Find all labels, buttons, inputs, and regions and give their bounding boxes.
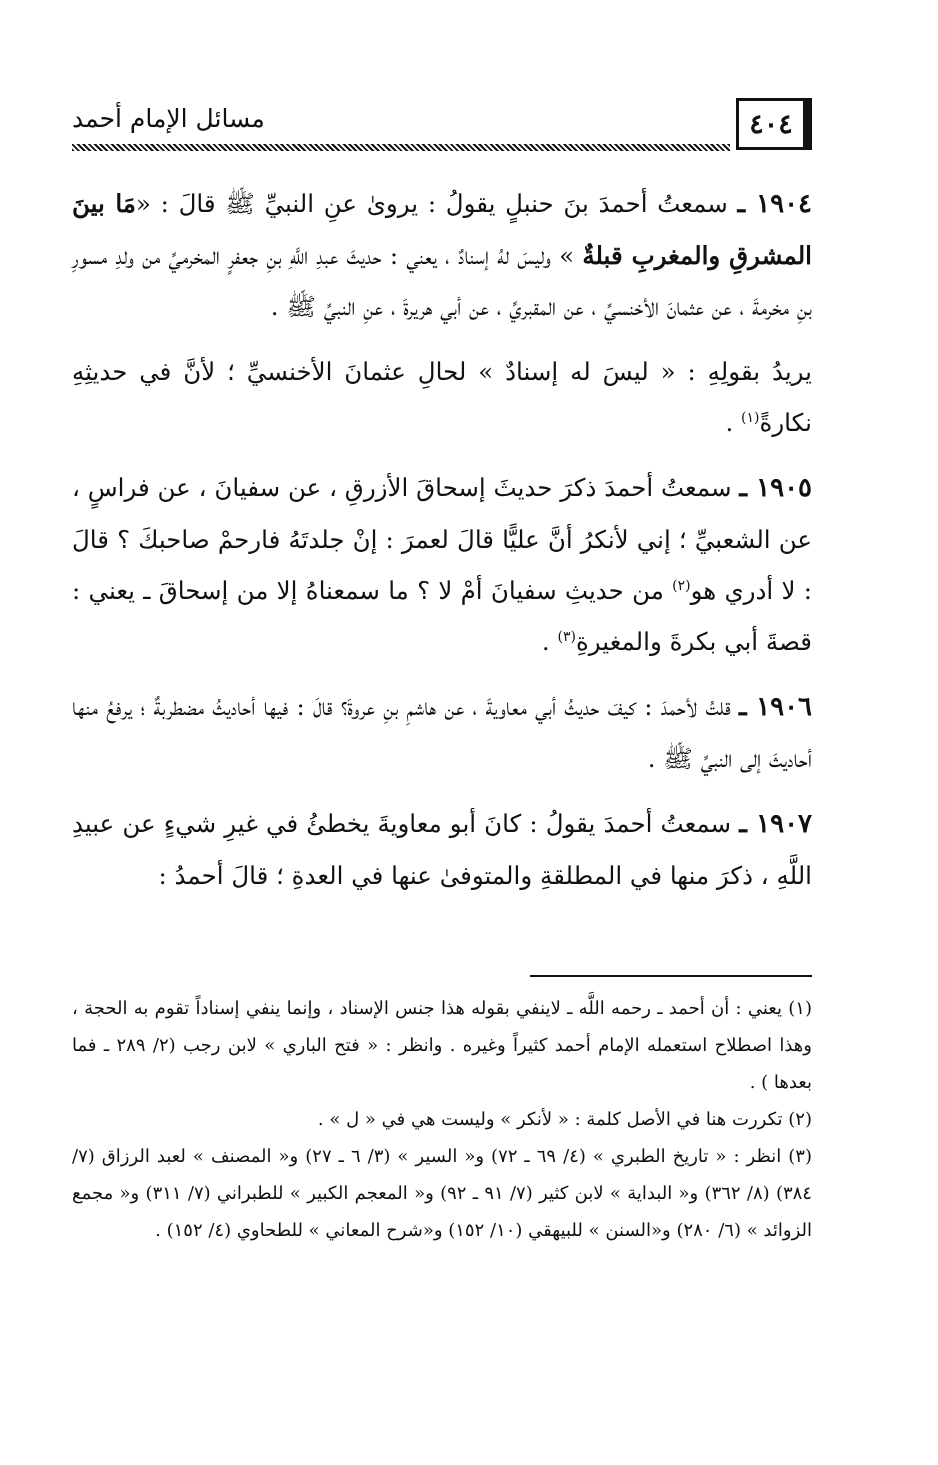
entry-text: سمعتُ أحمدَ ذكرَ حديثَ إسحاقَ الأزرقِ ، عن سفيانَ ، عن فراسٍ ، عن الشعبيِّ ؛ إني لأنكرُ أنَّ عليًّا قالَ لعمرَ : إنْ جلدتَهُ فارحمْ صاحبكَ ؟ قالَ : لا أدري هو <box>72 473 812 605</box>
entry-number: ١٩٠٦ ـ <box>739 692 812 722</box>
commentary-paragraph <box>72 346 812 448</box>
entry-text: يريدُ بقولِهِ : « ليسَ له إسنادٌ » لحالِ عثمانَ الأخنسيِّ ؛ لأنَّ في حديثِهِ نكارةً <box>72 357 812 437</box>
entry-number: ١٩٠٧ ـ <box>739 809 813 839</box>
page-number: ٤٠٤ <box>736 98 812 150</box>
entry-text: . <box>541 627 550 656</box>
footnote-ref[interactable]: (٣) <box>557 628 576 645</box>
page-header <box>72 92 812 160</box>
entry-number: ١٩٠٥ ـ <box>739 473 812 503</box>
footnotes <box>72 990 812 1249</box>
hadith-quote: مَا بينَ المشرقِ والمغربِ قبلةٌ <box>72 189 812 270</box>
footnote-2: (٢) تكررت هنا في الأصل كلمة : « لأنكر » وليست هي في « ل » . <box>317 1109 812 1130</box>
entry-text: » وليسَ لهُ إسنادٌ ، يعني : حديثَ عبدِ اللَّهِ بنِ جعفرٍ المخرميِّ من ولدِ مسورِ بنِ مخرمةَ ، عن عثمانَ الأخنسيِّ ، عن المقبريِّ ، عن أبي هريرةَ ، عنِ النبيِّ ﷺ . <box>72 241 812 321</box>
entry-text: سمعتُ أحمدَ بنَ حنبلٍ يقولُ : يروىٰ عنِ النبيِّ ﷺ قالَ : « <box>135 189 728 218</box>
entry-1906 <box>72 681 812 784</box>
footnote-1: (١) يعني : أن أحمد ـ رحمه اللَّه ـ لاينفي بقوله هذا جنس الإسناد ، وإنما ينفي إسناداً تقوم به الحجة ، وهذا اصطلاح استعمله الإمام أحمد كثيراً وغيره . وانظر : « فتح الباري » لابن رجب (٢/ ٢٨٩ ـ فما بعدها ) . <box>72 998 812 1093</box>
footnote-ref[interactable]: (١) <box>741 409 760 426</box>
entry-number: ١٩٠٤ ـ <box>737 189 812 219</box>
footnote-separator <box>530 975 812 977</box>
entry-1907 <box>72 798 812 901</box>
entry-text: من حديثِ سفيانَ أمْ لا ؟ ما سمعناهُ إلا من إسحاقَ ـ يعني : قصةَ أبي بكرةَ والمغيرةِ <box>72 576 812 656</box>
main-text <box>72 178 812 915</box>
entry-text: . <box>725 408 734 437</box>
running-title: مسائل الإمام أحمد <box>72 104 265 133</box>
entry-text: سمعتُ أحمدَ يقولُ : كانَ أبو معاويةَ يخطئُ في غيرِ شيءٍ عن عبيدِ اللَّهِ ، ذكرَ منها في المطلقةِ والمتوفىٰ عنها في العدةِ ؛ قالَ أحمدُ : <box>72 809 812 890</box>
header-rule <box>72 144 730 151</box>
entry-1905 <box>72 462 812 667</box>
footnote-ref[interactable]: (٢) <box>672 577 691 594</box>
entry-text: قلتُ لأحمدَ : كيفَ حديثُ أبي معاويةَ ، عن هاشمِ بنِ عروةَ؟ قالَ : فيها أحاديثُ مضطربةٌ ؛ يرفعُ منها أحاديثَ إلى النبيِّ ﷺ . <box>72 692 812 773</box>
entry-1904 <box>72 178 812 332</box>
footnote-3: (٣) انظر : « تاريخ الطبري » (٤/ ٦٩ ـ ٧٢) و« السير » (٣/ ٦ ـ ٢٧) و« المصنف » لعبد الرزاق (٧/ ٣٨٤) (٨/ ٣٦٢) و« البداية » لابن كثير (٧/ ٩١ ـ ٩٢) و« المعجم الكبير » للطبراني (٧/ ٣١١) و« مجمع الزوائد » (٦/ ٢٨٠) و«السنن » للبيهقي (١٠/ ١٥٢) و«شرح المعاني » للطحاوي (٤/ ١٥٢) . <box>72 1146 812 1241</box>
